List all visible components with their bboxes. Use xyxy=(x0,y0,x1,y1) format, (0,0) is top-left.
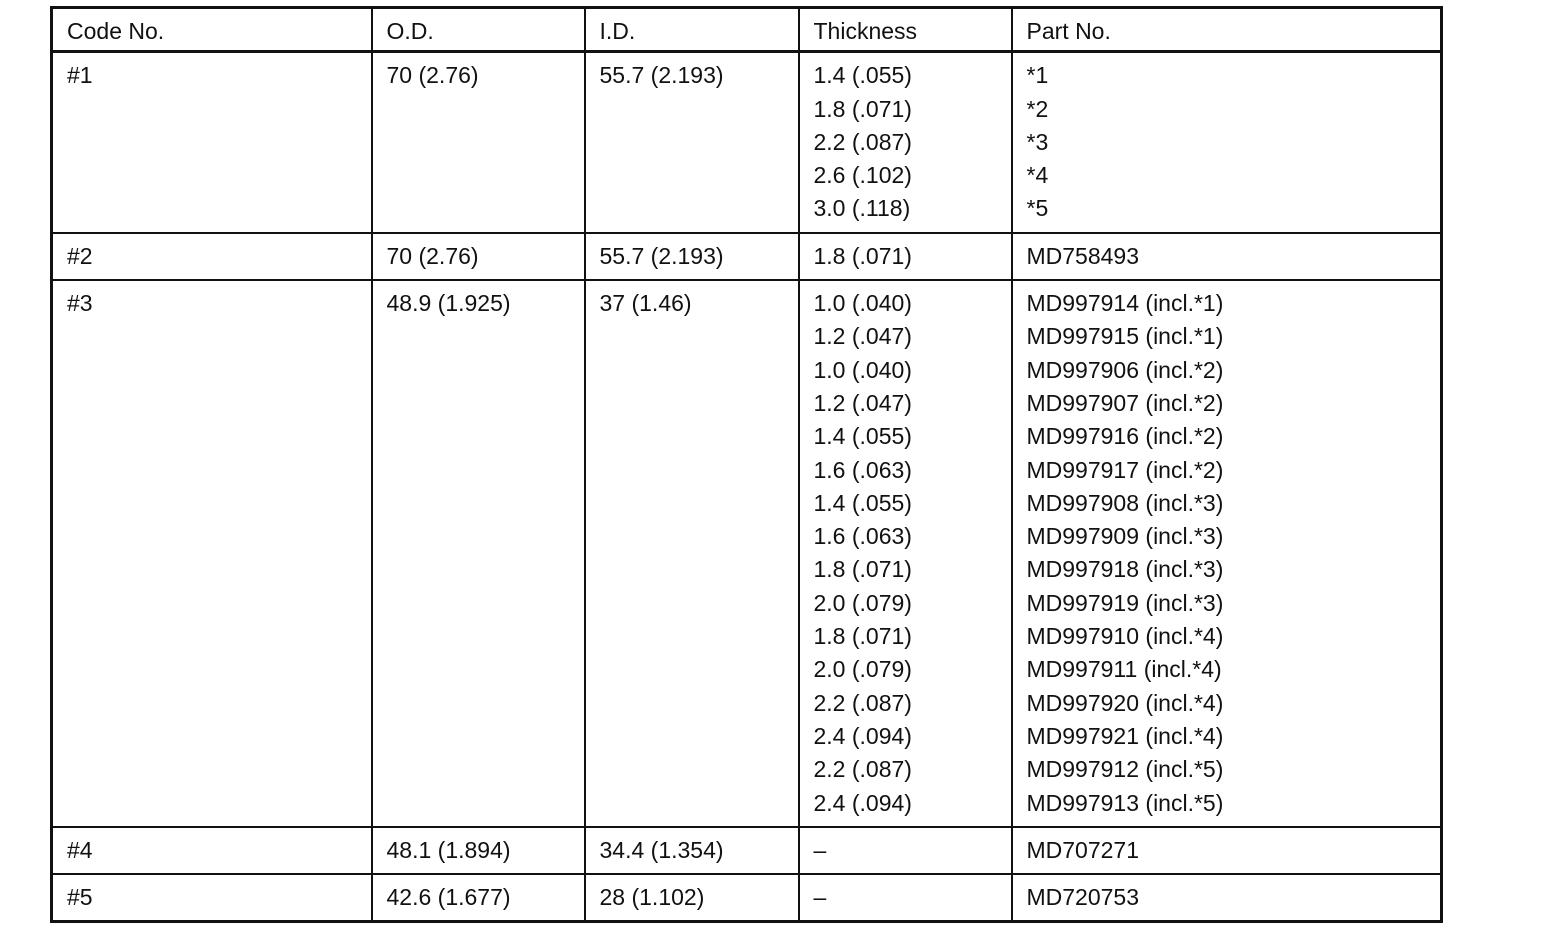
part-number: MD720753 xyxy=(1026,884,1140,911)
part-cell xyxy=(1012,52,1442,233)
thickness-value: 1.4 (.055) xyxy=(813,423,912,450)
thickness-value: 1.6 (.063) xyxy=(813,456,912,483)
spacer-spec-table xyxy=(50,6,1443,923)
thickness-value: 2.4 (.094) xyxy=(813,722,912,749)
part-number: MD997918 (incl.*3) xyxy=(1026,556,1224,583)
part-number: MD997909 (incl.*3) xyxy=(1026,523,1224,550)
thickness-value: 1.8 (.071) xyxy=(813,95,912,122)
id-cell: 28 (1.102) xyxy=(585,874,799,922)
od-cell: 48.1 (1.894) xyxy=(372,827,585,874)
part-number: MD997912 (incl.*5) xyxy=(1026,756,1224,783)
thickness-value: 1.2 (.047) xyxy=(813,323,912,350)
thickness-value: 2.2 (.087) xyxy=(813,689,912,716)
thickness-value: – xyxy=(813,884,827,911)
header-part-no: Part No. xyxy=(1012,8,1442,52)
part-number: MD997914 (incl.*1) xyxy=(1026,290,1224,317)
header-row xyxy=(52,8,1442,52)
part-number: MD997907 (incl.*2) xyxy=(1026,389,1224,416)
thickness-value: 1.0 (.040) xyxy=(813,356,912,383)
thickness-value: 1.2 (.047) xyxy=(813,389,912,416)
id-cell: 55.7 (2.193) xyxy=(585,52,799,233)
od-cell: 42.6 (1.677) xyxy=(372,874,585,922)
part-number: MD997920 (incl.*4) xyxy=(1026,689,1224,716)
part-number: MD997910 (incl.*4) xyxy=(1026,623,1224,650)
thickness-value: 1.8 (.071) xyxy=(813,242,912,269)
code-cell: #3 xyxy=(52,280,372,827)
thickness-cell xyxy=(799,874,1012,922)
part-number: MD997921 (incl.*4) xyxy=(1026,722,1224,749)
thickness-value: 2.0 (.079) xyxy=(813,656,912,683)
header-id: I.D. xyxy=(585,8,799,52)
thickness-value: 2.6 (.102) xyxy=(813,162,912,189)
part-number: MD997913 (incl.*5) xyxy=(1026,789,1224,816)
part-number: MD758493 xyxy=(1026,242,1140,269)
header-od: O.D. xyxy=(372,8,585,52)
table-row xyxy=(52,52,1442,233)
thickness-value: 1.8 (.071) xyxy=(813,623,912,650)
thickness-cell xyxy=(799,233,1012,280)
part-cell xyxy=(1012,827,1442,874)
part-cell xyxy=(1012,874,1442,922)
thickness-cell xyxy=(799,52,1012,233)
od-cell: 70 (2.76) xyxy=(372,233,585,280)
id-cell: 37 (1.46) xyxy=(585,280,799,827)
part-cell xyxy=(1012,233,1442,280)
table-row xyxy=(52,827,1442,874)
part-number: MD997916 (incl.*2) xyxy=(1026,423,1224,450)
part-number: *2 xyxy=(1026,95,1049,122)
part-number: MD997911 (incl.*4) xyxy=(1026,656,1222,683)
thickness-value: 1.6 (.063) xyxy=(813,523,912,550)
part-number: *1 xyxy=(1026,62,1049,89)
part-number: MD997915 (incl.*1) xyxy=(1026,323,1224,350)
part-number: *3 xyxy=(1026,128,1049,155)
thickness-cell xyxy=(799,280,1012,827)
od-cell: 48.9 (1.925) xyxy=(372,280,585,827)
id-cell: 55.7 (2.193) xyxy=(585,233,799,280)
thickness-cell xyxy=(799,827,1012,874)
thickness-value: 3.0 (.118) xyxy=(813,195,911,222)
thickness-value: 1.0 (.040) xyxy=(813,290,912,317)
thickness-value: 1.8 (.071) xyxy=(813,556,912,583)
header-code-no: Code No. xyxy=(52,8,372,52)
thickness-value: – xyxy=(813,836,827,863)
part-number: MD997908 (incl.*3) xyxy=(1026,489,1224,516)
table-row xyxy=(52,233,1442,280)
part-number: MD997919 (incl.*3) xyxy=(1026,589,1224,616)
id-cell: 34.4 (1.354) xyxy=(585,827,799,874)
code-cell: #1 xyxy=(52,52,372,233)
code-cell: #4 xyxy=(52,827,372,874)
part-cell xyxy=(1012,280,1442,827)
code-cell: #2 xyxy=(52,233,372,280)
thickness-value: 1.4 (.055) xyxy=(813,489,912,516)
thickness-value: 2.4 (.094) xyxy=(813,789,912,816)
part-number: *4 xyxy=(1026,162,1049,189)
table-row xyxy=(52,280,1442,827)
thickness-value: 1.4 (.055) xyxy=(813,62,912,89)
thickness-value: 2.0 (.079) xyxy=(813,589,912,616)
code-cell: #5 xyxy=(52,874,372,922)
part-number: MD997917 (incl.*2) xyxy=(1026,456,1224,483)
part-number: MD707271 xyxy=(1026,836,1140,863)
part-number: MD997906 (incl.*2) xyxy=(1026,356,1224,383)
thickness-value: 2.2 (.087) xyxy=(813,756,912,783)
table-row xyxy=(52,874,1442,922)
header-thickness: Thickness xyxy=(799,8,1012,52)
part-number: *5 xyxy=(1026,195,1049,222)
od-cell: 70 (2.76) xyxy=(372,52,585,233)
thickness-value: 2.2 (.087) xyxy=(813,128,912,155)
